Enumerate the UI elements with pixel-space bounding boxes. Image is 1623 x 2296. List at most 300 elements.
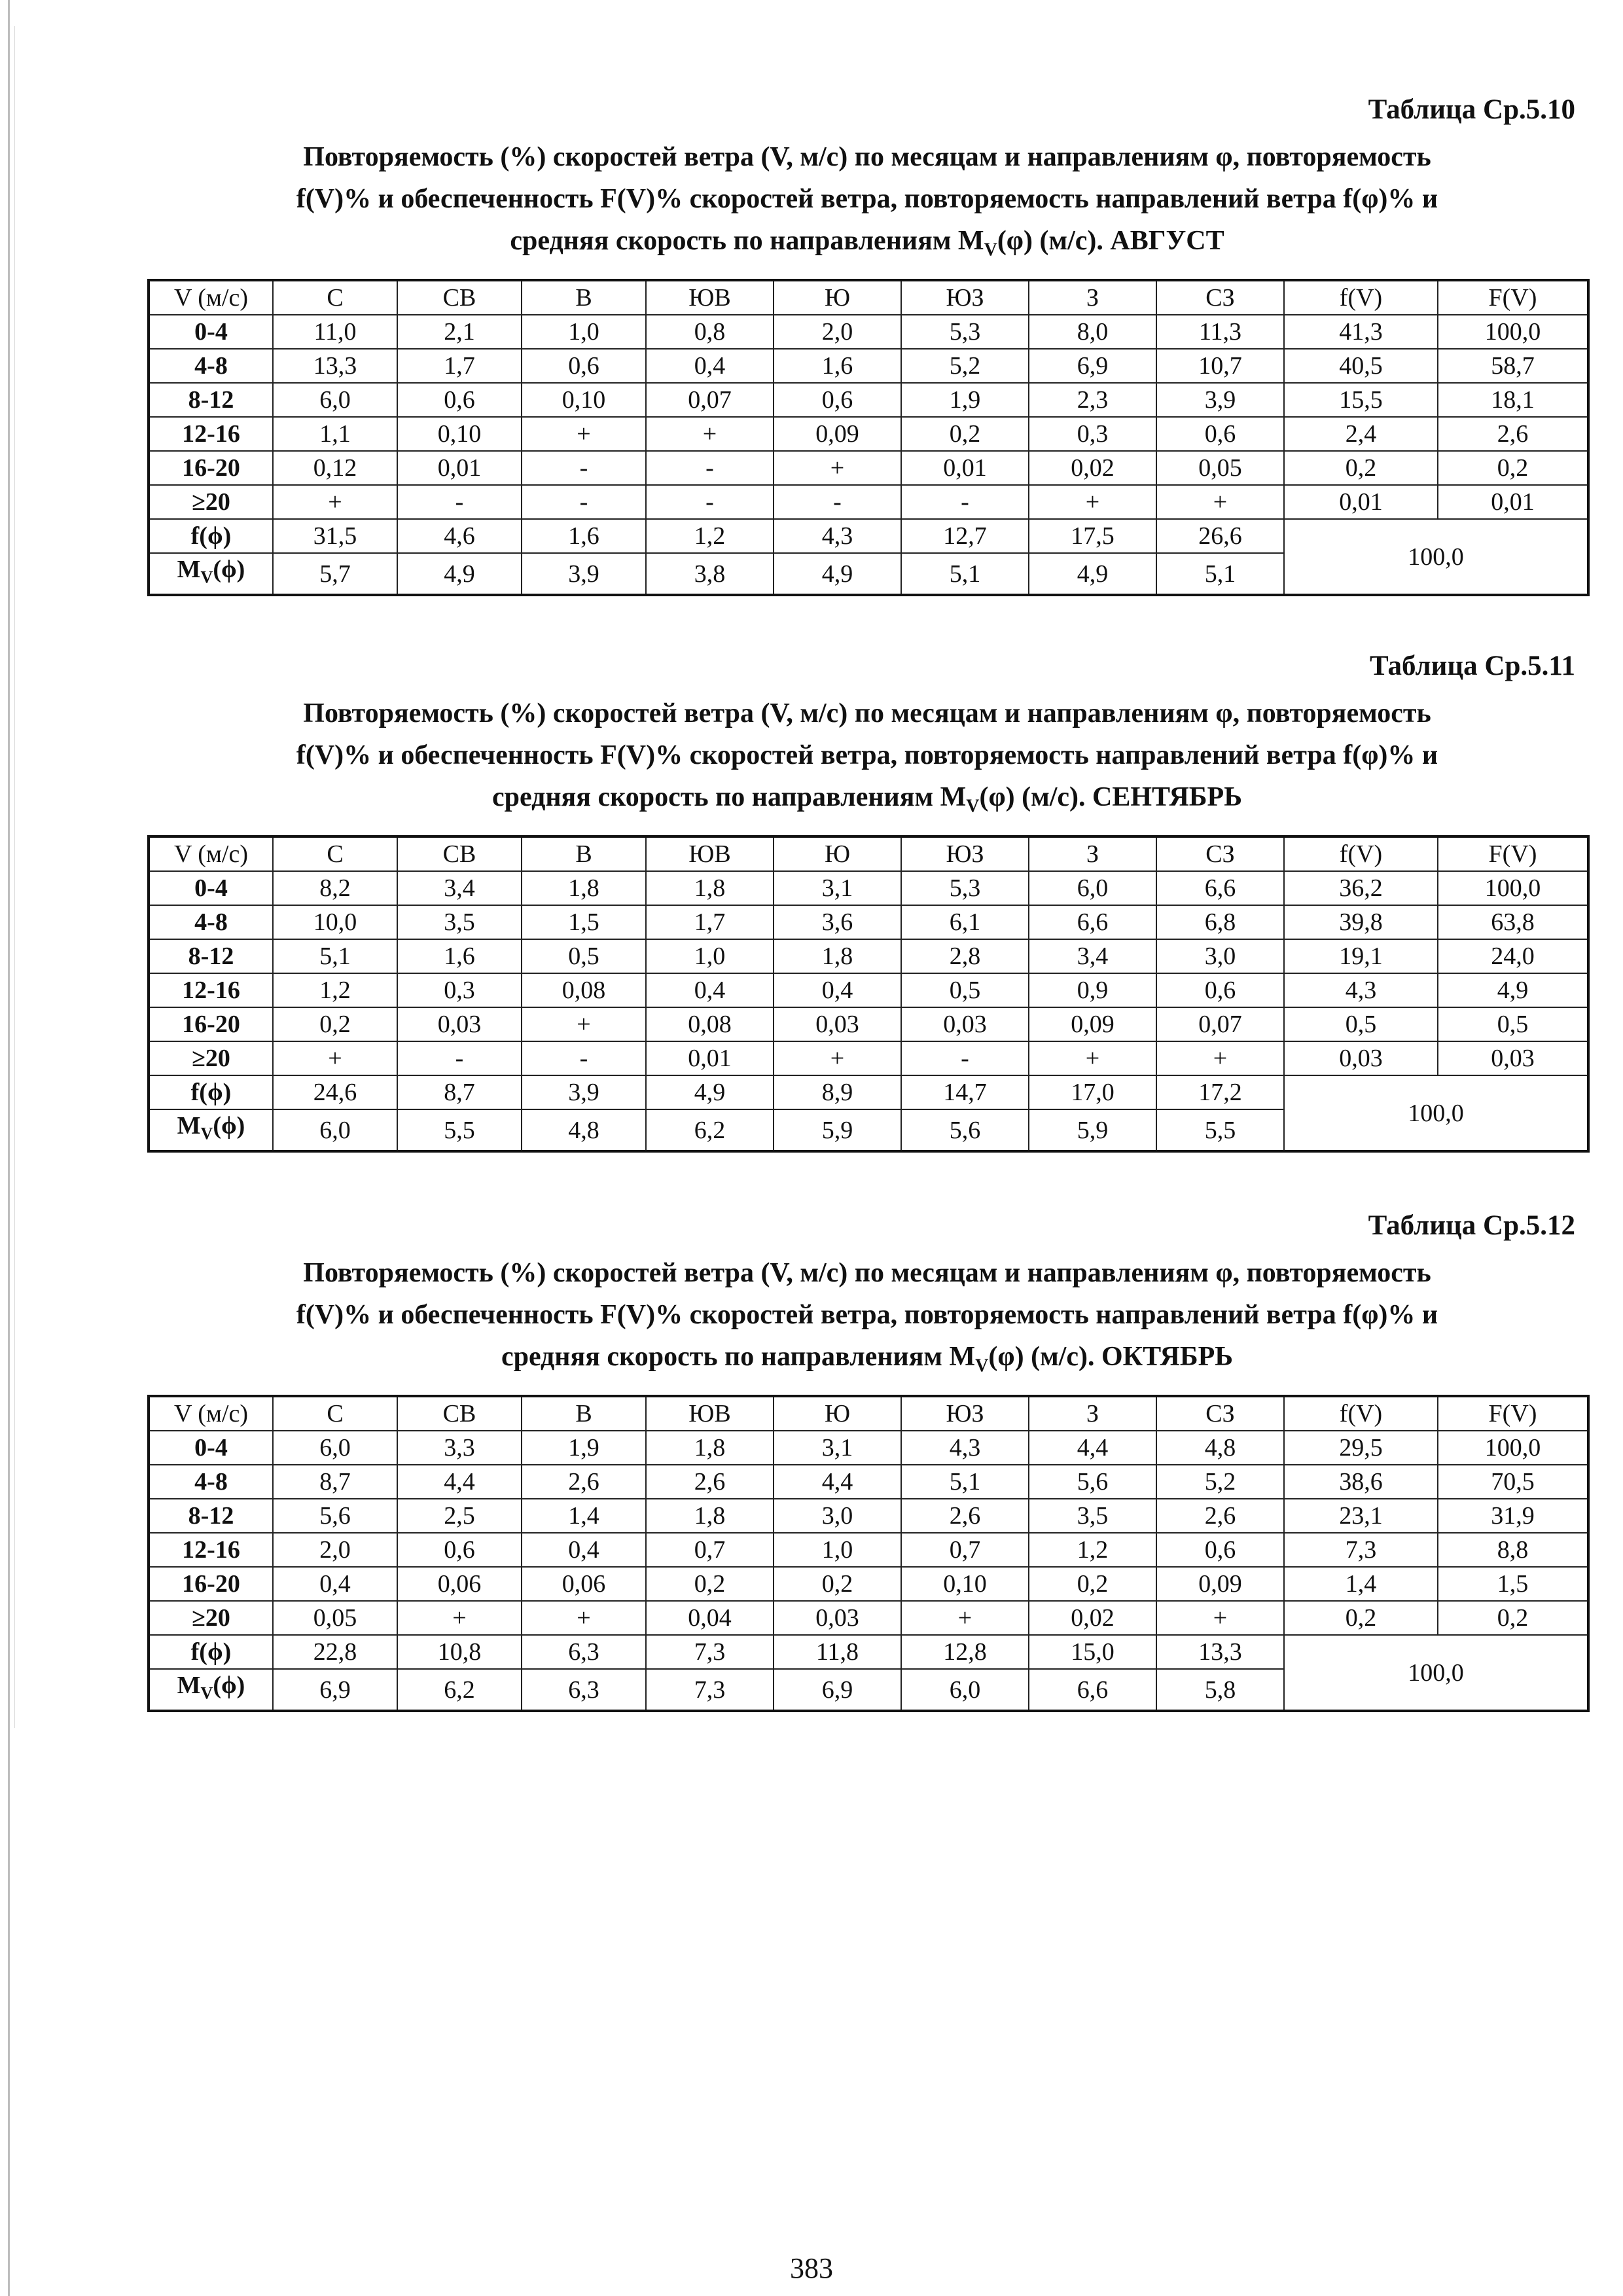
table-cell: 31,9 [1438, 1499, 1588, 1533]
table-cell: - [397, 485, 522, 519]
table-cell: 6,6 [1029, 905, 1156, 939]
table-cell: 2,8 [901, 939, 1029, 973]
table-cell: 0,6 [397, 383, 522, 417]
table-cell: 6,8 [1156, 905, 1284, 939]
column-header: СЗ [1156, 280, 1284, 315]
table-number-label: Таблица Ср.5.11 [1369, 651, 1575, 681]
table-cell: 8,7 [397, 1075, 522, 1109]
table-cell: 1,4 [1284, 1567, 1438, 1601]
table-cell: - [646, 485, 774, 519]
table-cell: 1,8 [646, 1499, 774, 1533]
table-cell: 5,6 [901, 1109, 1029, 1151]
table-cell: 11,0 [273, 315, 397, 349]
row-header-text: (ϕ) [213, 1112, 245, 1140]
caption-text: (φ) (м/с). СЕНТЯБРЬ [979, 782, 1242, 812]
column-header: С [273, 836, 397, 871]
table-cell: 0,08 [646, 1007, 774, 1041]
column-header: В [522, 280, 646, 315]
table-cell: 12,7 [901, 519, 1029, 553]
table-cell: 31,5 [273, 519, 397, 553]
table-cell: 0,7 [646, 1533, 774, 1567]
table-cell: 2,0 [774, 315, 901, 349]
table-cell: 41,3 [1284, 315, 1438, 349]
table-cell: 10,7 [1156, 349, 1284, 383]
table-caption [147, 1252, 1587, 1387]
row-header: ≥20 [149, 485, 273, 519]
table-cell: + [1156, 1041, 1284, 1075]
row-header: ≥20 [149, 1601, 273, 1635]
table-cell: + [522, 417, 646, 451]
table-cell: 0,4 [646, 349, 774, 383]
caption-line: f(V)% и обеспеченность F(V)% скоростей ветра, повторяемость направлений ветра f(φ)% и [296, 1300, 1438, 1330]
table-row-direction-frequency [149, 519, 1588, 553]
caption-text: средняя скорость по направлениям M [501, 1342, 976, 1372]
table-cell: 63,8 [1438, 905, 1588, 939]
table-caption [147, 136, 1587, 271]
table-number-label: Таблица Ср.5.10 [1368, 94, 1575, 125]
table-cell: 0,05 [273, 1601, 397, 1635]
column-header: f(V) [1284, 1396, 1438, 1431]
table-cell: 2,3 [1029, 383, 1156, 417]
table-cell: 0,4 [646, 973, 774, 1007]
table-cell: 5,8 [1156, 1669, 1284, 1711]
table-cell: 0,08 [522, 973, 646, 1007]
table-cell: 0,6 [522, 349, 646, 383]
table-cell: - [397, 1041, 522, 1075]
table-cell: 13,3 [1156, 1635, 1284, 1669]
column-header: f(V) [1284, 836, 1438, 871]
table-cell: 3,9 [522, 1075, 646, 1109]
table-cell: 3,8 [646, 553, 774, 595]
column-header: V (м/с) [149, 280, 273, 315]
table-cell: - [646, 451, 774, 485]
table-header-row [149, 836, 1588, 871]
table-cell: 26,6 [1156, 519, 1284, 553]
column-header: В [522, 836, 646, 871]
table-section [147, 1208, 1587, 1712]
table-cell: 0,8 [646, 315, 774, 349]
table-cell: 0,06 [522, 1567, 646, 1601]
table-cell: 5,1 [273, 939, 397, 973]
table-cell: 0,3 [397, 973, 522, 1007]
table-cell: 5,7 [273, 553, 397, 595]
column-header: ЮЗ [901, 280, 1029, 315]
table-cell: 0,2 [1029, 1567, 1156, 1601]
table-caption [147, 692, 1587, 827]
table-cell: 5,1 [1156, 553, 1284, 595]
table-cell: + [522, 1007, 646, 1041]
row-header: f(ϕ) [149, 519, 273, 553]
table-cell: 8,2 [273, 871, 397, 905]
table-cell: 7,3 [646, 1669, 774, 1711]
caption-text: (φ) (м/с). АВГУСТ [997, 226, 1224, 256]
row-header-subscript: V [200, 1683, 213, 1703]
scan-edge-line [8, 0, 10, 2296]
table-cell: 12,8 [901, 1635, 1029, 1669]
caption-subscript: V [975, 1355, 989, 1376]
table-cell: - [522, 451, 646, 485]
table-cell: 0,5 [522, 939, 646, 973]
table-cell: 3,4 [397, 871, 522, 905]
row-header: f(ϕ) [149, 1635, 273, 1669]
table-cell: 100,0 [1438, 315, 1588, 349]
table-cell: 0,5 [1284, 1007, 1438, 1041]
caption-text: (φ) (м/с). ОКТЯБРЬ [988, 1342, 1234, 1372]
table-cell: 15,5 [1284, 383, 1438, 417]
row-header-text: M [177, 1112, 201, 1140]
table-cell: 2,6 [901, 1499, 1029, 1533]
table-cell: 6,0 [901, 1669, 1029, 1711]
table-cell: - [774, 485, 901, 519]
table-cell: 4,3 [774, 519, 901, 553]
table-cell: 0,5 [901, 973, 1029, 1007]
table-cell: 1,6 [774, 349, 901, 383]
table-cell: 1,2 [646, 519, 774, 553]
table-cell: 58,7 [1438, 349, 1588, 383]
table-cell: 29,5 [1284, 1431, 1438, 1465]
table-row [149, 1499, 1588, 1533]
table-cell: 3,4 [1029, 939, 1156, 973]
column-header: С [273, 1396, 397, 1431]
row-header-text: M [177, 1672, 201, 1700]
column-header: З [1029, 280, 1156, 315]
table-cell: 40,5 [1284, 349, 1438, 383]
caption-subscript: V [966, 796, 980, 817]
row-header: ≥20 [149, 1041, 273, 1075]
table-cell: 6,0 [273, 1109, 397, 1151]
table-row [149, 1431, 1588, 1465]
total-cell: 100,0 [1284, 1635, 1588, 1711]
column-header: ЮВ [646, 836, 774, 871]
table-number-label: Таблица Ср.5.12 [1368, 1210, 1575, 1241]
table-cell: 39,8 [1284, 905, 1438, 939]
row-header: 4-8 [149, 1465, 273, 1499]
table-cell: - [901, 1041, 1029, 1075]
table-cell: 6,6 [1029, 1669, 1156, 1711]
table-row [149, 1567, 1588, 1601]
table-cell: 5,9 [1029, 1109, 1156, 1151]
table-cell: - [522, 1041, 646, 1075]
table-cell: 0,4 [522, 1533, 646, 1567]
table-cell: 6,2 [397, 1669, 522, 1711]
table-cell: 3,1 [774, 1431, 901, 1465]
table-cell: 70,5 [1438, 1465, 1588, 1499]
table-cell: 0,10 [522, 383, 646, 417]
table-row-direction-frequency [149, 1075, 1588, 1109]
table-cell: 3,9 [1156, 383, 1284, 417]
table-cell: 6,2 [646, 1109, 774, 1151]
table-row [149, 905, 1588, 939]
table-cell: 0,07 [1156, 1007, 1284, 1041]
table-cell: 0,03 [774, 1601, 901, 1635]
caption-line [147, 1336, 1587, 1387]
table-cell: 1,0 [774, 1533, 901, 1567]
table-cell: - [522, 485, 646, 519]
table-cell: 1,8 [522, 871, 646, 905]
table-cell: 3,6 [774, 905, 901, 939]
row-header: 4-8 [149, 349, 273, 383]
table-row [149, 1465, 1588, 1499]
table-cell: 0,2 [1284, 1601, 1438, 1635]
table-cell: 3,1 [774, 871, 901, 905]
table-cell: 6,9 [273, 1669, 397, 1711]
table-cell: + [273, 485, 397, 519]
table-cell: 1,6 [522, 519, 646, 553]
column-header: З [1029, 836, 1156, 871]
table-cell: 24,0 [1438, 939, 1588, 973]
table-cell: 5,1 [901, 553, 1029, 595]
table-row [149, 451, 1588, 485]
table-cell: 0,03 [1438, 1041, 1588, 1075]
table-cell: 5,9 [774, 1109, 901, 1151]
table-cell: 0,6 [774, 383, 901, 417]
table-cell: + [273, 1041, 397, 1075]
table-cell: 4,3 [901, 1431, 1029, 1465]
table-cell: 0,01 [1284, 485, 1438, 519]
table-row [149, 315, 1588, 349]
column-header: СВ [397, 1396, 522, 1431]
caption-line: f(V)% и обеспеченность F(V)% скоростей ветра, повторяемость направлений ветра f(φ)% и [296, 740, 1438, 770]
table-cell: 4,9 [1438, 973, 1588, 1007]
table-cell: 0,05 [1156, 451, 1284, 485]
column-header: З [1029, 1396, 1156, 1431]
row-header: 16-20 [149, 1567, 273, 1601]
table-cell: 0,03 [901, 1007, 1029, 1041]
table-row [149, 1601, 1588, 1635]
table-cell: 23,1 [1284, 1499, 1438, 1533]
table-cell: 6,6 [1156, 871, 1284, 905]
table-cell: 0,6 [397, 1533, 522, 1567]
table-cell: 0,03 [1284, 1041, 1438, 1075]
table-cell: 1,6 [397, 939, 522, 973]
table-cell: 0,7 [901, 1533, 1029, 1567]
row-header-subscript: V [200, 567, 213, 587]
column-header: СЗ [1156, 836, 1284, 871]
table-cell: 1,2 [273, 973, 397, 1007]
row-header: 16-20 [149, 1007, 273, 1041]
table-cell: 0,6 [1156, 417, 1284, 451]
table-cell: 18,1 [1438, 383, 1588, 417]
table-row [149, 1041, 1588, 1075]
table-cell: 0,01 [646, 1041, 774, 1075]
column-header: ЮВ [646, 280, 774, 315]
table-cell: 4,9 [1029, 553, 1156, 595]
table-cell: 1,2 [1029, 1533, 1156, 1567]
table-cell: 2,0 [273, 1533, 397, 1567]
table-cell: 8,8 [1438, 1533, 1588, 1567]
table-cell: - [901, 485, 1029, 519]
row-header: 12-16 [149, 973, 273, 1007]
table-cell: 0,09 [1029, 1007, 1156, 1041]
table-cell: 14,7 [901, 1075, 1029, 1109]
table-cell: 0,4 [774, 973, 901, 1007]
caption-line: f(V)% и обеспеченность F(V)% скоростей ветра, повторяемость направлений ветра f(φ)% и [296, 184, 1438, 214]
table-cell: 2,6 [1156, 1499, 1284, 1533]
table-cell: 0,09 [1156, 1567, 1284, 1601]
column-header: С [273, 280, 397, 315]
row-header [149, 553, 273, 595]
table-cell: 0,6 [1156, 1533, 1284, 1567]
table-cell: 0,3 [1029, 417, 1156, 451]
table-cell: 6,0 [273, 1431, 397, 1465]
column-header: Ю [774, 280, 901, 315]
table-header-row [149, 280, 1588, 315]
row-header: 12-16 [149, 417, 273, 451]
table-cell: 4,8 [522, 1109, 646, 1151]
caption-subscript: V [984, 240, 997, 260]
table-cell: + [901, 1601, 1029, 1635]
table-cell: 1,1 [273, 417, 397, 451]
table-cell: 6,3 [522, 1669, 646, 1711]
table-cell: 4,4 [397, 1465, 522, 1499]
table-cell: 11,3 [1156, 315, 1284, 349]
table-cell: 0,10 [901, 1567, 1029, 1601]
caption-line: Повторяемость (%) скоростей ветра (V, м/с) по месяцам и направлениям φ, повторяемость [303, 1258, 1431, 1288]
table-cell: 100,0 [1438, 871, 1588, 905]
wind-speed-table [147, 279, 1590, 596]
table-cell: 4,6 [397, 519, 522, 553]
table-cell: 100,0 [1438, 1431, 1588, 1465]
table-cell: 38,6 [1284, 1465, 1438, 1499]
table-cell: 5,2 [901, 349, 1029, 383]
caption-line [147, 776, 1587, 827]
table-row [149, 871, 1588, 905]
table-row-direction-frequency [149, 1635, 1588, 1669]
table-cell: 2,5 [397, 1499, 522, 1533]
table-cell: 3,0 [1156, 939, 1284, 973]
table-row [149, 417, 1588, 451]
table-cell: 5,5 [397, 1109, 522, 1151]
table-cell: 0,2 [901, 417, 1029, 451]
table-cell: 1,7 [646, 905, 774, 939]
table-cell: 1,5 [522, 905, 646, 939]
table-cell: + [1156, 485, 1284, 519]
caption-line: Повторяемость (%) скоростей ветра (V, м/с) по месяцам и направлениям φ, повторяемость [303, 142, 1431, 172]
page-number: 383 [790, 2252, 833, 2284]
column-header: СВ [397, 836, 522, 871]
table-cell: + [1029, 485, 1156, 519]
row-header-text: M [177, 556, 201, 584]
table-cell: 4,8 [1156, 1431, 1284, 1465]
table-cell: 0,12 [273, 451, 397, 485]
table-cell: 2,6 [1438, 417, 1588, 451]
row-header: 4-8 [149, 905, 273, 939]
table-cell: 0,06 [397, 1567, 522, 1601]
row-header-subscript: V [200, 1124, 213, 1143]
table-cell: 0,2 [774, 1567, 901, 1601]
table-cell: 2,6 [522, 1465, 646, 1499]
table-cell: + [774, 1041, 901, 1075]
total-cell: 100,0 [1284, 1075, 1588, 1151]
table-cell: 0,10 [397, 417, 522, 451]
table-row [149, 939, 1588, 973]
table-cell: 5,5 [1156, 1109, 1284, 1151]
table-cell: 0,01 [1438, 485, 1588, 519]
table-cell: 4,4 [774, 1465, 901, 1499]
column-header: V (м/с) [149, 1396, 273, 1431]
table-cell: 6,0 [273, 383, 397, 417]
table-cell: 0,03 [397, 1007, 522, 1041]
row-header-text: (ϕ) [213, 556, 245, 584]
table-cell: 10,8 [397, 1635, 522, 1669]
column-header: Ю [774, 836, 901, 871]
column-header: СЗ [1156, 1396, 1284, 1431]
table-cell: 7,3 [646, 1635, 774, 1669]
row-header: 0-4 [149, 1431, 273, 1465]
table-cell: 24,6 [273, 1075, 397, 1109]
table-cell: 5,1 [901, 1465, 1029, 1499]
column-header: ЮЗ [901, 836, 1029, 871]
wind-speed-table [147, 1395, 1590, 1712]
table-cell: 3,3 [397, 1431, 522, 1465]
table-cell: 22,8 [273, 1635, 397, 1669]
table-cell: 1,7 [397, 349, 522, 383]
table-cell: 0,09 [774, 417, 901, 451]
row-header: 16-20 [149, 451, 273, 485]
row-header: 8-12 [149, 939, 273, 973]
table-cell: 36,2 [1284, 871, 1438, 905]
column-header: F(V) [1438, 280, 1588, 315]
table-cell: 3,5 [397, 905, 522, 939]
table-cell: 1,0 [522, 315, 646, 349]
table-cell: 3,5 [1029, 1499, 1156, 1533]
table-cell: 5,6 [273, 1499, 397, 1533]
table-row [149, 383, 1588, 417]
table-cell: 5,6 [1029, 1465, 1156, 1499]
row-header: 0-4 [149, 871, 273, 905]
wind-speed-table [147, 835, 1590, 1153]
table-cell: + [1029, 1041, 1156, 1075]
row-header: 0-4 [149, 315, 273, 349]
table-cell: 6,0 [1029, 871, 1156, 905]
table-cell: 7,3 [1284, 1533, 1438, 1567]
table-cell: + [397, 1601, 522, 1635]
table-cell: 0,01 [901, 451, 1029, 485]
table-cell: 11,8 [774, 1635, 901, 1669]
table-cell: 0,6 [1156, 973, 1284, 1007]
table-cell: 1,9 [522, 1431, 646, 1465]
table-header-row [149, 1396, 1588, 1431]
row-header [149, 1109, 273, 1151]
table-cell: 15,0 [1029, 1635, 1156, 1669]
table-cell: 10,0 [273, 905, 397, 939]
table-cell: 1,9 [901, 383, 1029, 417]
table-row [149, 349, 1588, 383]
row-header: 8-12 [149, 1499, 273, 1533]
table-cell: + [774, 451, 901, 485]
table-row [149, 1007, 1588, 1041]
column-header: ЮВ [646, 1396, 774, 1431]
column-header: ЮЗ [901, 1396, 1029, 1431]
table-cell: 6,9 [1029, 349, 1156, 383]
column-header: Ю [774, 1396, 901, 1431]
table-cell: 2,4 [1284, 417, 1438, 451]
table-row [149, 485, 1588, 519]
table-cell: 0,07 [646, 383, 774, 417]
table-cell: 8,9 [774, 1075, 901, 1109]
caption-line: Повторяемость (%) скоростей ветра (V, м/с) по месяцам и направлениям φ, повторяемость [303, 698, 1431, 728]
column-header: F(V) [1438, 836, 1588, 871]
table-cell: 0,04 [646, 1601, 774, 1635]
table-cell: 4,9 [774, 553, 901, 595]
table-cell: 5,3 [901, 315, 1029, 349]
table-cell: 17,2 [1156, 1075, 1284, 1109]
table-cell: 3,0 [774, 1499, 901, 1533]
table-cell: 6,1 [901, 905, 1029, 939]
table-cell: + [1156, 1601, 1284, 1635]
row-header [149, 1669, 273, 1711]
caption-text: средняя скорость по направлениям M [510, 226, 984, 256]
